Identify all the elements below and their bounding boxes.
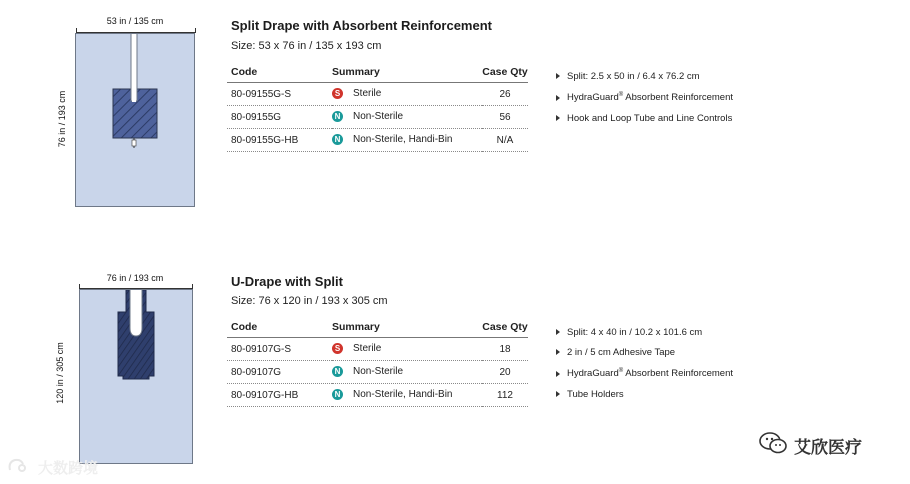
sterile-badge-icon: S: [332, 343, 343, 354]
product2-title: U-Drape with Split: [231, 274, 343, 289]
case-qty: 112: [482, 384, 528, 407]
length-dimension-label: 120 in / 305 cm: [55, 342, 65, 404]
qty-header: Case Qty: [482, 317, 528, 338]
sterile-badge-icon: S: [332, 88, 343, 99]
summary-text: Sterile: [353, 88, 382, 100]
bullet-arrow-icon: [556, 73, 560, 79]
case-qty: 56: [482, 106, 528, 129]
product-code: 80-09155G-S: [227, 83, 332, 106]
width-dimension-label: 76 in / 193 cm: [106, 273, 164, 283]
case-qty: 20: [482, 361, 528, 384]
non-sterile-badge-icon: N: [332, 366, 343, 377]
wechat-icon: [758, 431, 788, 455]
product-code: 80-09155G: [227, 106, 332, 129]
table-row: [227, 106, 528, 129]
width-dimension-label: 53 in / 135 cm: [106, 16, 164, 26]
summary-text: Non-Sterile, Handi-Bin: [353, 134, 453, 146]
bullet-arrow-icon: [556, 115, 560, 121]
product1-size: Size: 53 x 76 in / 135 x 193 cm: [231, 40, 382, 52]
product1-feature: Split: 2.5 x 50 in / 6.4 x 76.2 cm: [556, 71, 700, 82]
non-sterile-badge-icon: N: [332, 389, 343, 400]
summary-text: Non-Sterile, Handi-Bin: [353, 389, 453, 401]
watermark-left: 大数跨境: [38, 460, 99, 477]
product1-title: Split Drape with Absorbent Reinforcement: [231, 18, 492, 33]
u-drape-illustration: [80, 290, 192, 463]
case-qty: 26: [482, 83, 528, 106]
product1-table: [227, 62, 528, 152]
product2-feature: Tube Holders: [556, 389, 624, 400]
product2-table: [227, 317, 528, 407]
bullet-arrow-icon: [556, 391, 560, 397]
bullet-arrow-icon: [556, 349, 560, 355]
product2-feature: Split: 4 x 40 in / 10.2 x 101.6 cm: [556, 327, 702, 338]
product-code: 80-09155G-HB: [227, 129, 332, 152]
code-header: Code: [227, 62, 332, 83]
table-row: [227, 338, 528, 361]
product1-feature: Hook and Loop Tube and Line Controls: [556, 113, 732, 124]
summary-text: Non-Sterile: [353, 111, 404, 123]
bullet-arrow-icon: [556, 95, 560, 101]
case-qty: 18: [482, 338, 528, 361]
length-dimension-label: 76 in / 193 cm: [57, 90, 67, 148]
summary-text: Non-Sterile: [353, 366, 404, 378]
product2-feature: 2 in / 5 cm Adhesive Tape: [556, 347, 675, 358]
split-drape-illustration: [76, 34, 194, 206]
summary-header: Summary: [332, 317, 482, 338]
code-header: Code: [227, 317, 332, 338]
product1-feature: HydraGuard® Absorbent Reinforcement: [556, 92, 733, 103]
summary-header: Summary: [332, 62, 482, 83]
product-code: 80-09107G: [227, 361, 332, 384]
product2-size: Size: 76 x 120 in / 193 x 305 cm: [231, 295, 388, 307]
watermark-right: 艾欣医疗: [794, 438, 862, 457]
table-row: [227, 361, 528, 384]
u-drape-diagram: [79, 289, 193, 464]
product-code: 80-09107G-S: [227, 338, 332, 361]
qty-header: Case Qty: [482, 62, 528, 83]
table-row: [227, 384, 528, 407]
bullet-arrow-icon: [556, 329, 560, 335]
table-row: [227, 129, 528, 152]
watermark-logo-icon: [6, 456, 28, 474]
split-drape-diagram: [75, 33, 195, 207]
bullet-arrow-icon: [556, 371, 560, 377]
product-code: 80-09107G-HB: [227, 384, 332, 407]
case-qty: N/A: [482, 129, 528, 152]
table-row: [227, 83, 528, 106]
non-sterile-badge-icon: N: [332, 111, 343, 122]
summary-text: Sterile: [353, 343, 382, 355]
product2-feature: HydraGuard® Absorbent Reinforcement: [556, 368, 733, 379]
non-sterile-badge-icon: N: [332, 134, 343, 145]
